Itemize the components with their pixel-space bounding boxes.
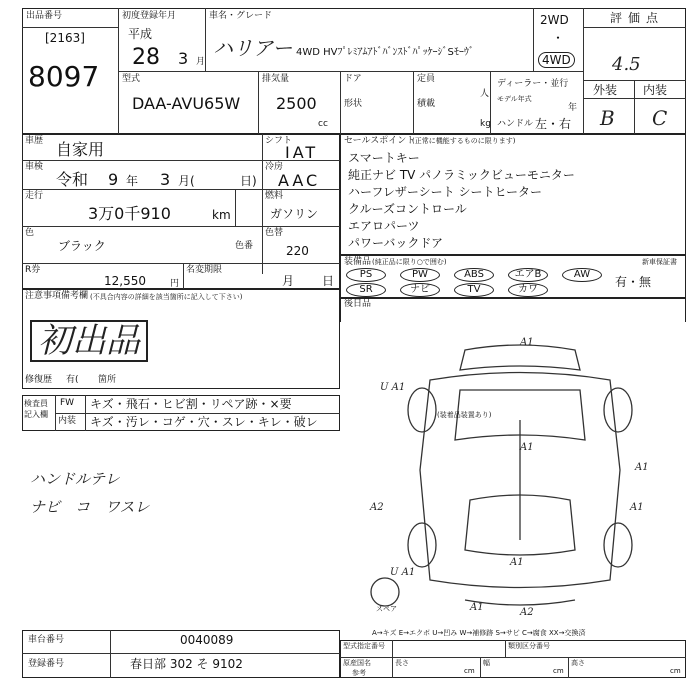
car-name: ハリアー [213, 36, 293, 60]
color-value: ブラック [58, 239, 106, 253]
damage-mark: A1 [510, 557, 524, 568]
mileage-label: 走行 [25, 191, 44, 201]
chassis-value: 0040089 [180, 633, 234, 647]
int-label: 内装 [58, 416, 77, 426]
rating-int-label: 内装 [643, 83, 668, 97]
length-unit: cm [464, 667, 475, 675]
rating-ext: B [600, 106, 615, 130]
equipment-item: TV [454, 283, 494, 297]
selling-point-item: クルーズコントロール [348, 202, 467, 216]
notes-label: 注意事項備考欄 [25, 291, 89, 301]
selling-point-item: ハーフレザーシート シートヒーター [348, 185, 543, 199]
shift-label: シフト [265, 136, 293, 146]
damage-mark: U A1 [390, 567, 416, 578]
inspection-label: 車検 [25, 162, 44, 172]
aircon-value: AAC [278, 171, 321, 190]
rating-int: C [652, 106, 668, 130]
lot-number: 8097 [28, 60, 100, 93]
recycle-unit: 円 [170, 279, 180, 289]
load-unit: kg [480, 119, 491, 129]
model-year-label: モデル年式 [497, 95, 532, 103]
damage-mark: A2 [520, 607, 534, 618]
fw-text: キズ・飛石・ヒビ割・リペア跡・×要 [90, 397, 292, 411]
equipment-item: カワ [508, 283, 548, 297]
selling-point-item: 純正ナビ TV パノラミックビューモニター [348, 168, 575, 182]
inspection-era: 令和 [56, 170, 89, 189]
damage-mark: A1 [635, 462, 649, 473]
rating-label: 評価点 [610, 11, 665, 25]
repair-unit: 箇所 [98, 375, 117, 385]
load-label: 積載 [417, 99, 436, 109]
type-label: 型式指定番号 [343, 642, 385, 650]
damage-diagram [360, 330, 680, 620]
equipment-item: ABS [454, 268, 494, 282]
drive-2wd: 2WD [540, 13, 569, 27]
first-reg-month: 3 [178, 49, 189, 68]
model-value: DAA-AVU65W [132, 94, 241, 113]
selling-point-item: パワーバックドア [348, 236, 444, 250]
inspection-month-unit: 月( [178, 174, 195, 188]
due-month: 月 [282, 274, 295, 288]
new-warranty-value: 有・無 [615, 275, 652, 289]
mileage-value: 3万0千910 [88, 204, 171, 223]
color-change-label: 色替 [265, 228, 284, 238]
fuel-value: ガソリン [270, 207, 319, 221]
first-reg-label: 初度登録年月 [122, 11, 177, 21]
inspection-month: 3 [160, 170, 171, 189]
first-reg-era: 平成 [128, 27, 153, 41]
equipment-label: 装備品 [344, 257, 372, 267]
drive-4wd: 4WD [538, 52, 575, 68]
legend: A→キズ E→エクボ U→凹み W→補修跡 S→サビ C→腐食 XX→交換済 [372, 629, 586, 637]
chassis-label: 車台番号 [28, 635, 65, 645]
mileage-unit: km [212, 208, 231, 222]
damage-mark: A1 [520, 442, 534, 453]
history-label: 車歴 [25, 136, 44, 146]
lot-sub: [2163] [45, 31, 85, 45]
after-box [340, 298, 686, 322]
ref-label: 参考 [352, 669, 366, 677]
int-text: キズ・汚レ・コゲ・穴・スレ・キレ・破レ [90, 415, 318, 429]
car-label: 車名・グレード [209, 11, 273, 21]
height-label: 高さ [571, 659, 585, 667]
displacement-unit: cc [318, 119, 328, 129]
aircon-label: 冷房 [265, 162, 284, 172]
rating-ext-label: 外装 [593, 83, 618, 97]
damage-mark: U A1 [380, 382, 406, 393]
equipment-item: AW [562, 268, 602, 282]
width-unit: cm [553, 667, 564, 675]
reg-label: 登録番号 [28, 659, 65, 669]
damage-mark: A1 [470, 602, 484, 613]
fw-label: FW [60, 398, 75, 408]
drive-dot: ・ [552, 31, 565, 45]
inspection-year-unit: 年 [126, 174, 139, 188]
handwritten-note-2: ナビ コ ワスレ [30, 498, 150, 516]
car-grade: 4WD HVﾌﾟﾚﾐｱﾑｱﾄﾞﾊﾞﾝｽﾄﾞﾊﾟｯｹｰｼﾞSﾓｰｳﾞ [296, 47, 474, 58]
lot-label: 出品番号 [26, 11, 63, 21]
inspection-year: 9 [108, 170, 119, 189]
notes-note: (不具合内容の詳細を該当箇所に記入して下さい) [90, 293, 243, 301]
new-warranty-label: 新車保証書 [642, 258, 677, 266]
height-unit: cm [670, 667, 681, 675]
due-label: 名変期限 [186, 265, 223, 275]
capacity-unit: 人 [480, 89, 490, 99]
damage-mark: A1 [520, 337, 534, 348]
equipment-item: PS [346, 268, 386, 282]
selling-note: (正常に機能するものに限ります) [412, 137, 516, 145]
doors-shape-label: 形状 [344, 99, 363, 109]
due-day: 日 [322, 274, 335, 288]
width-label: 幅 [483, 659, 490, 667]
recycle-label: R券 [25, 265, 41, 275]
damage-mark: A2 [370, 502, 384, 513]
equipment-item: ナビ [400, 283, 440, 297]
doors-label: ドア [344, 74, 362, 84]
displacement-label: 排気量 [262, 74, 290, 84]
selling-point-item: スマートキー [348, 151, 420, 165]
damage-mark: A1 [630, 502, 644, 513]
reg-value: 春日部 302 そ 9102 [130, 657, 243, 671]
capacity-label: 定員 [417, 74, 436, 84]
equipment-item: PW [400, 268, 440, 282]
inspection-day-unit: 日) [240, 174, 257, 188]
color-no-label: 色番 [235, 241, 254, 251]
color-no-value: 220 [286, 244, 309, 258]
equipment-item: エアB [508, 268, 548, 282]
displacement-value: 2500 [276, 94, 317, 113]
stamp-first: 初出品 [30, 320, 148, 362]
length-label: 長さ [395, 659, 409, 667]
orig-label: 原産国名 [343, 659, 371, 667]
handwritten-note-1: ハンドルテレ [30, 470, 120, 488]
first-reg-month-unit: 月 [196, 57, 206, 67]
inspector-label: 検査員記入欄 [24, 399, 48, 419]
handle-lr: 左・右 [535, 117, 572, 131]
fuel-label: 燃料 [265, 191, 284, 201]
model-label: 型式 [122, 74, 141, 84]
equipment-note: (純正品に限り○で囲む) [372, 258, 447, 266]
first-reg-year: 28 [132, 45, 160, 70]
rating-score: 4.5 [612, 54, 641, 75]
model-year-unit: 年 [568, 103, 578, 113]
handle-label: ハンドル [497, 119, 534, 129]
color-label: 色 [25, 228, 35, 238]
upper-row-note: (装着品装置あり) [437, 411, 492, 419]
recycle-value: 12,550 [104, 274, 146, 288]
history-value: 自家用 [56, 140, 105, 159]
repair-label: 修復歴 [25, 375, 53, 385]
selling-point-item: エアロパーツ [348, 219, 420, 233]
equipment-item: SR [346, 283, 386, 297]
after-label: 後日品 [344, 299, 372, 309]
class-label: 類別区分番号 [508, 642, 550, 650]
shift-value: IAT [285, 143, 319, 162]
selling-label: セールスポイント [344, 136, 416, 146]
repair-value: 有( [66, 375, 79, 385]
dealer-label: ディーラー・並行 [497, 79, 569, 89]
spare-label: スペア [376, 605, 397, 613]
